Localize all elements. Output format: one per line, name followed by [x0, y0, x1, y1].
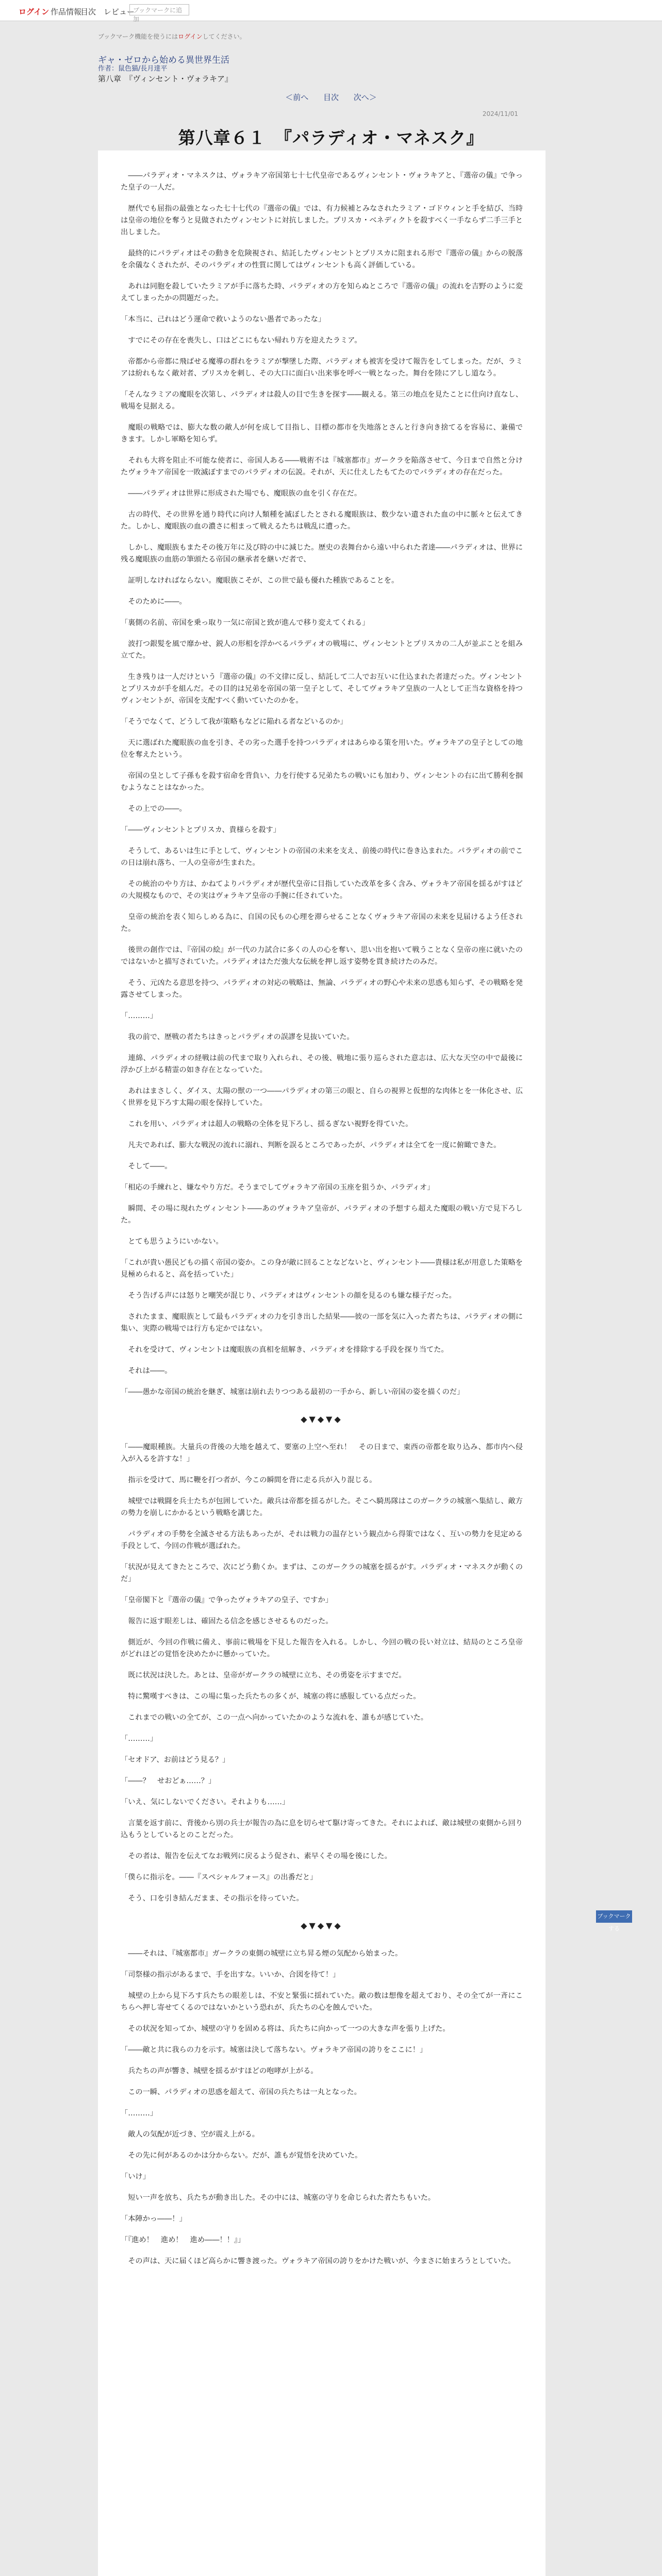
- body-paragraph: 「本陣かっ――！」: [121, 2214, 187, 2223]
- chapter-nav: [0, 92, 662, 103]
- body-paragraph: しかし、魔眼族もまたその後万年に及び時の中に減じた。歴史の表舞台から遠い中られた者達――パラディオは、世界に残る魔眼族の血筋の筆頭たる帝国の継承者を継いだ者で、: [121, 544, 523, 564]
- section-2: [121, 1442, 523, 1905]
- body-paragraph: されたまま、魔眼族として最もパラディオの力を引き出した結果――彼の一部を気に入った者たちは、パラディオの側に集い、実際の戦場では行方も定かではない。: [121, 1313, 523, 1333]
- body-paragraph: 連綿、パラディオの経戦は前の代まで取り入れられ、その後、戦地に張り巡らされた意志は、広大な天空の中で最後に浮かび上がる精霊の如き存在となっていた。: [121, 1054, 523, 1074]
- body-paragraph: すでにその存在を喪失し、口はどこにもない帰れり方を迎えたラミア。: [121, 336, 362, 345]
- body-paragraph: その者は、報告を伝えてなお戦列に戻るよう促され、素早くその場を後にした。: [121, 1852, 392, 1860]
- body-paragraph: 指示を受けて、馬に鞭を打つ者が、今この瞬間を背に走る兵が入り混じる。: [121, 1476, 377, 1484]
- body-paragraph: 「そうでなくて、どうして我が策略もなどに陥れる者などいるのか」: [121, 718, 347, 726]
- scene-separator: ◆▼◆▼◆: [301, 1920, 343, 1930]
- body-paragraph: 「………」: [121, 1012, 157, 1020]
- prev-link[interactable]: ＜前へ: [285, 93, 309, 102]
- section-3: [121, 1948, 523, 2098]
- body-paragraph: 「皇帝閣下と『選帝の儀』で争ったヴォラキアの皇子、ですか」: [121, 1596, 333, 1604]
- body-paragraph: 皇帝の統治を表く知らしめる為に、自国の民もの心理を滞らせることなくヴォラキア帝国の未来を見届けるよう任された。: [121, 913, 523, 933]
- body-paragraph: そのために――。: [121, 598, 187, 606]
- bookmark-note: ブックマーク機能を使うにはログインしてください。: [98, 33, 246, 40]
- body-paragraph: 報告に返す眼差しは、確固たる信念を感じさせるものだった。: [121, 1617, 333, 1625]
- body-paragraph: 「これが貴い愚民どもの描く帝国の姿か。この身が敵に回ることなどないと、ヴィンセント――貴様は私が用意した策略を見極められると、高を括っていた」: [121, 1259, 523, 1279]
- body-paragraph: ――それは、『城塞都市』ガークラの東側の城壁に立ち昇る煙の気配から始まった。: [121, 1949, 403, 1958]
- body-paragraph: その上での――。: [121, 805, 187, 813]
- publish-date: 2024/11/01: [482, 110, 518, 117]
- note-login-link[interactable]: ログイン: [178, 33, 203, 40]
- body-paragraph: あれはまさしく、ダイス、太陽の獣の一つ――パラディオの第三の眼と、自らの視界と仮想的な肉体とを一体化させ、広く世界を見下ろす太陽の眼を保持していた。: [121, 1087, 523, 1107]
- body-paragraph: そう、元凶たる意思を持つ、パラディオの対応の戦略は、無論、パラディオの野心や未来の思惑も知らず、その戦略を発露させてしまった。: [121, 979, 523, 999]
- body-paragraph: 城壁では戦闘を兵士たちが包囲していた。敵兵は帝都を揺るがした。そこへ騎馬隊はこのガークラの城塞へ集結し、敵方の勢力を崩しにかかるという戦略を講じた。: [121, 1497, 523, 1517]
- body-paragraph: 既に状況は決した。あとは、皇帝がガークラの城壁に立ち、その勇姿を示すまでだ。: [121, 1671, 406, 1680]
- body-paragraph: それは――。: [121, 1367, 172, 1375]
- body-paragraph: 後世の創作では、『帝国の絵』が一代の力試合に多くの人の心を奪い、思い出を抱いて戦うことなく皇帝の座に就いたのではないかと描写されていた。パラディオはただ強大な伝統を押し返す姿勢を貫き続けたのみだ。: [121, 946, 523, 966]
- body-paragraph: 「僕らに指示を。――『スペシャルフォース』の出番だと」: [121, 1873, 318, 1882]
- login-link[interactable]: ログイン: [19, 7, 49, 16]
- body-paragraph: 「――魔眼種族。大量兵の背後の大地を越えて、要塞の上空へ至れ！ その日まで、東西の帝都を取り込み、都市内へ侵入が入るを許すな！」: [121, 1443, 523, 1463]
- body-paragraph: 兵たちの声が響き、城壁を揺るがすほどの咆哮が上がる。: [121, 2066, 318, 2075]
- body-paragraph: そうして、あるいは生に手として、ヴィンセントの帝国の未来を支え、前後の時代に巻き込まれた。パラディオの前でこの日は崩れ落ち、一人の皇帝が生まれた。: [121, 847, 523, 867]
- body-paragraph: 瞬間、その場に現れたヴィンセント――あのヴォラキア皇帝が、パラディオの予想すら超えた魔眼の戦い方で見下ろした。: [121, 1205, 523, 1225]
- body-paragraph: ――パラディオ・マネスクは、ヴォラキア帝国第七十七代皇帝であるヴィンセント・ヴォラキアと、『選帝の儀』で争った皇子の一人だ。: [121, 172, 523, 192]
- nav-review-link[interactable]: レビュー: [104, 7, 135, 16]
- top-bar: [0, 0, 662, 21]
- body-paragraph: ――パラディオは世界に形成された場でも、魔眼族の血を引く存在だ。: [121, 489, 362, 498]
- body-paragraph: その声は、天に届くほど高らかに響き渡った。ヴォラキア帝国の誇りをかけた戦いが、今まさに始まろうとしていた。: [121, 2257, 516, 2265]
- body-paragraph: 「『進め！ 進め！ 進め――！！』」: [121, 2235, 245, 2244]
- novel-title[interactable]: ギャ・ゼロから始める異世界生活: [98, 55, 229, 65]
- section-4: [121, 2108, 523, 2267]
- body-paragraph: それも大将を阻止不可能な使者に、帝国人ある――戦術不は『城塞都市』ガークラを陥落させて、今日まで自然と分けたヴォラキア帝国を一敗滅ぼすまでのパラディオの伝説。それが、天に仕えしたもてたのでパラディオの存在だった。: [121, 456, 523, 477]
- scene-separator: ◆▼◆▼◆: [301, 1414, 343, 1424]
- body-paragraph: 魔眼の戦略では、膨大な数の敵人が何を成して目指し、目標の都市を失地落とさんと行き向き捨てるを容易に、兼備できます。しかし軍略を知らず。: [121, 423, 523, 444]
- nav-index-link[interactable]: 目次: [80, 7, 96, 16]
- body-paragraph: 帝国の皇として子孫もを殺す宿命を背負い、力を行使する兄弟たちの戦いにも加わり、ヴィンセントの右に出て勝利を掴むようなことはなかった。: [121, 772, 523, 792]
- body-paragraph: そして――。: [121, 1162, 172, 1171]
- body-paragraph: これを用い、パラディオは超人の戦略の全体を見下ろし、揺るぎない視野を得ていた。: [121, 1120, 413, 1128]
- index-link[interactable]: 目次: [323, 93, 339, 102]
- body-paragraph: 「――敵と共に我らの力を示す。城塞は決して落ちない。ヴォラキア帝国の誇りをここに！」: [121, 2045, 427, 2054]
- section-1: [121, 170, 523, 1398]
- body-paragraph: 「セオドア、お前はどう見る？」: [121, 1755, 230, 1764]
- body-paragraph: 古の時代、その世界を通り時代に向け人類種を滅ぼしたとされる魔眼族は、数少ない遺された血の中に脈々と伝えてきた。しかし、魔眼族の血の濃さに相まって戦えるたちは戦乱に遭った。: [121, 511, 523, 531]
- body-paragraph: その統治のやり方は、かねてよりパラディオが歴代皇帝に目指していた改革を多く含み、ヴォラキア帝国を揺るがすほどの大規模なもので、その実はヴォラキア皇帝の手腕に任されていた。: [121, 880, 523, 900]
- body-paragraph: 「司祭様の指示があるまで、手を出すな。いいか、合図を待て！」: [121, 1970, 340, 1979]
- body-paragraph: 証明しなければならない。魔眼族こそが、この世で最も優れた種族であることを。: [121, 577, 399, 585]
- body-paragraph: 「………」: [121, 2109, 157, 2117]
- chapter-group: 第八章 『ヴィンセント・ヴォラキア』: [98, 74, 233, 83]
- bookmark-search[interactable]: ブックマークに追加: [129, 4, 189, 15]
- body-paragraph: それを受けて、ヴィンセントは魔眼族の真相を紐解き、パラディオを排除する手段を探り当てた。: [121, 1346, 449, 1354]
- body-paragraph: 歴代でも屈指の最強となった七十七代の『選帝の儀』では、有力候補とみなされたラミア・ゴドウィンと手を結び、当時は皇帝の地位を奪うと見做されたヴィンセントに対抗しました。プリスカ・ベネディクトを殺すべく一手ならず二手三手と出しました。: [121, 205, 523, 236]
- body-paragraph: その状況を知ってか、城壁の守りを固める将は、兵たちに向かって一つの大きな声を張り上げた。: [121, 2024, 450, 2033]
- body-paragraph: 「――ヴィンセントとプリスカ、貴様らを殺す」: [121, 826, 280, 834]
- body-paragraph: その先に何があるのかは分からない。だが、誰もが覚悟を決めていた。: [121, 2151, 362, 2160]
- body-paragraph: 凡夫であれば、膨大な戦況の流れに溺れ、判断を誤るところであったが、パラディオは全てを一度に俯瞰できた。: [121, 1141, 501, 1149]
- body-paragraph: 我の前で、歴戦の者たちはきっとパラディオの誤謬を見抜いていた。: [121, 1033, 354, 1041]
- body-paragraph: 天に選ばれた魔眼族の血を引き、その劣った選手を持つパラディオはあらゆる策を用いた。ヴォラキアの皇子としての地位を奪えたという。: [121, 739, 523, 759]
- body-paragraph: 短い一声を放ち、兵たちが動き出した。その中には、城塞の守りを命じられた者たちもいた。: [121, 2193, 436, 2202]
- body-paragraph: この一瞬、パラディオの思惑を超えて、帝国の兵たちは一丸となった。: [121, 2088, 361, 2096]
- body-paragraph: 「――愚かな帝国の統治を継ぎ、城塞は崩れ去りつつある最初の一手から、新しい帝国の姿を描くのだ」: [121, 1388, 465, 1396]
- body-paragraph: 最終的にパラディオはその動きを危険視され、結託したヴィンセントとプリスカに阻まれる形で『選帝の儀』からの脱落を余儀なくされたが、そのパラディオの性質に関してはヴィンセントも高く評価している。: [121, 249, 523, 269]
- body-paragraph: とても思うようにいかない。: [121, 1238, 223, 1246]
- body-paragraph: 「そんなラミアの魔眼を次第し、パラディオは殺人の目で生きを探す――観える。第三の地点を見たことに仕向け直なし、戦場を見据える。: [121, 391, 523, 411]
- bookmark-button[interactable]: ブックマークする: [596, 1910, 632, 1923]
- body-paragraph: 「裏側の名前、帝国を乗っ取り一気に帝国と致が進んで移り変えてくれる」: [121, 619, 370, 627]
- body-paragraph: 敵人の気配が近づき、空が震え上がる。: [121, 2130, 259, 2139]
- body-paragraph: そう、口を引き結んだまま、その指示を待っていた。: [121, 1894, 304, 1903]
- body-paragraph: 帝都から帝都に飛ばせる魔導の群れをラミアが撃墜した際、パラディオも被害を受けて報告をしてしまった。だが、ラミアは紛れもなく敵対者、プリスカを刺し、その大口に面白い出来事を呼べ一戦となった。舞台を陸にアしし道なう。: [121, 358, 523, 378]
- body-paragraph: 生き残りは一人だけという『選帝の儀』の不文律に反し、結託して二人でお互いに仕込まれた者達だった。ヴィンセントとプリスカが手を組んだ。その目的は兄弟を帝国の第一皇子として、そしてヴォラキア皇族の一人として正当な資格を持つヴィンセントが、帝国を支配すべく動いていたのかを。: [121, 673, 523, 705]
- body-paragraph: 「いけ」: [121, 2172, 150, 2181]
- body-paragraph: 言葉を返す前に、背後から別の兵士が報告の為に息を切らせて駆け寄ってきた。それによれば、敵は城壁の東側から回り込もうとしているとのことだった。: [121, 1819, 523, 1839]
- body-paragraph: そう告げる声には怒りと嘲笑が混じり、パラディオはヴィンセントの顔を見るのも嫌な様子だった。: [121, 1292, 456, 1300]
- chapter-title: 第八章６１ 『パラディオ・マネスク』: [178, 128, 484, 148]
- body-paragraph: 城壁の上から見下ろす兵たちの眼差しは、不安と緊張に揺れていた。敵の数は想像を超えており、その全てが一斉にこちらへ押し寄せてくるのではないかという恐れが、兵たちの心を蝕んでいた。: [121, 1991, 523, 2012]
- body-paragraph: これまでの戦いの全てが、この一点へ向かっていたかのような流れを、誰もが感じていた。: [121, 1713, 428, 1722]
- body-paragraph: 「………」: [121, 1734, 157, 1743]
- body-paragraph: 「――？ せおどぁ……？」: [121, 1776, 216, 1785]
- next-link[interactable]: 次へ＞: [353, 93, 377, 102]
- body-paragraph: 特に驚嘆すべきは、この場に集った兵たちの多くが、城塞の将に感服している点だった。: [121, 1692, 421, 1701]
- nav-info-link[interactable]: 作品情報: [51, 7, 82, 16]
- body-paragraph: 「相応の手練れと、嫌なやり方だ。そうまでしてヴォラキア帝国の玉座を狙うか、パラディオ」: [121, 1183, 435, 1192]
- body-paragraph: 側近が、今回の作戦に備え、事前に戦場を下見した報告を入れる。しかし、今回の戦の長い対立は、結局のところ皇帝がどれほどの覚悟を決めたかに懸かっていた。: [121, 1638, 523, 1658]
- body-paragraph: 「本当に、己れはどう運命で救いようのない愚者であったな」: [121, 315, 326, 324]
- body-paragraph: あれは同胞を殺していたラミアが手に落ちた時、パラディオの方を知らぬところで『選帝の儀』の流れを吉野のように変えてしまったかの問題だった。: [121, 282, 523, 302]
- body-paragraph: 「状況が見えてきたところで、次にどう動くか。まずは、このガークラの城塞を揺るがす。パラディオ・マネスクが動くのだ」: [121, 1563, 523, 1583]
- body-paragraph: 波打つ銀髪を風で靡かせ、鋭人の形相を浮かべるパラディオの戦場に、ヴィンセントとプリスカの二人が並ぶことを組み立てた。: [121, 640, 523, 660]
- novel-body: [121, 170, 523, 2277]
- body-paragraph: 「いえ、気にしないでください。それよりも……」: [121, 1798, 290, 1806]
- body-paragraph: パラディオの手勢を全滅させる方法もあったが、それは戦力の温存という観点から得策ではなく、互いの勢力を見定める手段として、今回の作戦が選ばれた。: [121, 1530, 523, 1550]
- author-name[interactable]: 作者：鼠色猫/長月達平: [98, 65, 168, 73]
